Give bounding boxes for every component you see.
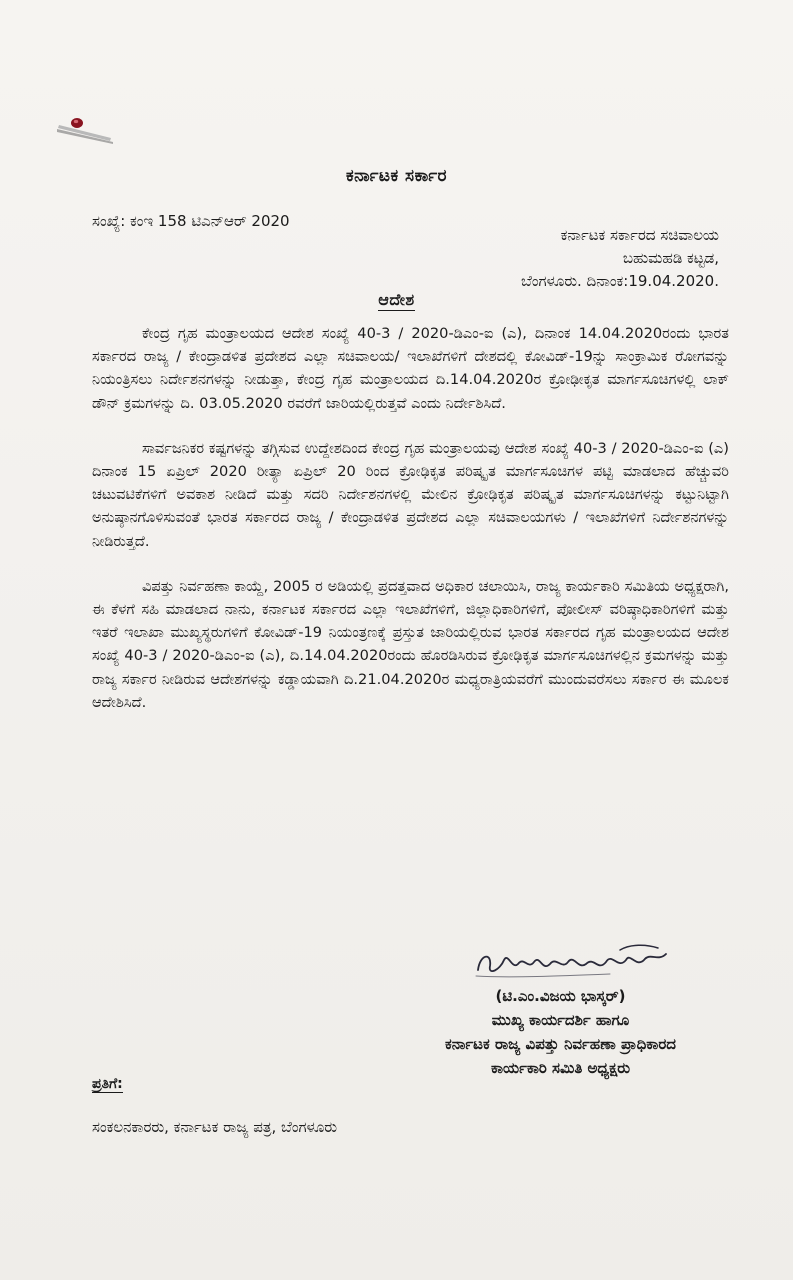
copy-recipient: ಸಂಕಲನಕಾರರು, ಕರ್ನಾಟಕ ರಾಜ್ಯ ಪತ್ರ, ಬೆಂಗಳೂರು — [92, 1118, 338, 1136]
paragraph-2: ಸಾರ್ವಜನಿಕರ ಕಷ್ಟಗಳನ್ನು ತಗ್ಗಿಸುವ ಉದ್ದೇಶದಿಂದ ಕೇಂದ್ರ ಗೃಹ ಮಂತ್ರಾಲಯವು ಆದೇಶ ಸಂಖ್ಯೆ 40-3 / 2020-ಡಿಎಂ-ಐ (ಎ) ದಿನಾಂಕ 15 ಏಪ್ರಿಲ್ 2020 ರೀತ್ಯಾ ಏಪ್ರಿಲ್ 20 ರಿಂದ ಕ್ರೋಢಿಕೃತ ಪರಿಷ್ಕೃತ ಮಾರ್ಗಸೂಚಿಗಳ ಪಟ್ಟಿ ಮಾಡಲಾದ ಹೆಚ್ಚುವರಿ ಚಟುವಟಿಕೆಗಳಿಗೆ ಅವಕಾಶ ನೀಡಿದೆ ಮತ್ತು ಸದರಿ ನಿರ್ದೇಶನಗಳಲ್ಲಿ ಮೇಲಿನ ಕ್ರೋಢಿಕೃತ ಪರಿಷ್ಕೃತ ಮಾರ್ಗಸೂಚಿಗಳನ್ನು ಕಟ್ಟುನಿಟ್ಟಾಗಿ ಅನುಷ್ಠಾನಗೊಳಿಸುವಂತೆ ಭಾರತ ಸರ್ಕಾರದ ರಾಜ್ಯ / ಕೇಂದ್ರಾಡಳಿತ ಪ್ರದೇಶದ ಎಲ್ಲಾ ಸಚಿವಾಲಯಗಳು / ಇಲಾಖೆಗಳಿಗೆ ನಿರ್ದೇಶನಗಳನ್ನು ನೀಡಿರುತ್ತದೆ. — [92, 439, 729, 550]
paragraph-1: ಕೇಂದ್ರ ಗೃಹ ಮಂತ್ರಾಲಯದ ಆದೇಶ ಸಂಖ್ಯೆ 40-3 / 2020-ಡಿಎಂ-ಐ (ಎ), ದಿನಾಂಕ 14.04.2020ರಂದು ಭಾರತ ಸರ್ಕಾರದ ರಾಜ್ಯ / ಕೇಂದ್ರಾಡಳಿತ ಪ್ರದೇಶದ ಎಲ್ಲಾ ಸಚಿವಾಲಯ/ ಇಲಾಖೆಗಳಿಗೆ ದೇಶದಲ್ಲಿ ಕೋವಿಡ್-19ನ್ನು ಸಾಂಕ್ರಾಮಿಕ ರೋಗವನ್ನು ನಿಯಂತ್ರಿಸಲು ನಿರ್ದೇಶನಗಳನ್ನು ನೀಡುತ್ತಾ, ಕೇಂದ್ರ ಗೃಹ ಮಂತ್ರಾಲಯದ ದಿ.14.04.2020ರ ಕ್ರೋಢೀಕೃತ ಮಾರ್ಗಸೂಚಿಗಳಲ್ಲಿ ಲಾಕ್ ಡೌನ್ ಕ್ರಮಗಳನ್ನು ದಿ. 03.05.2020 ರವರೆಗೆ ಜಾರಿಯಲ್ಲಿರುತ್ತವೆ ಎಂದು ನಿರ್ದೇಶಿಸಿದೆ. — [92, 325, 729, 412]
order-title-text: ಆದೇಶ — [378, 290, 415, 309]
address-line: ಬಹುಮಹಡಿ ಕಟ್ಟಡ, — [622, 249, 719, 267]
government-title: ಕರ್ನಾಟಕ ಸರ್ಕಾರ — [345, 166, 448, 186]
address-date-line: ಬೆಂಗಳೂರು. ದಿನಾಂಕ:19.04.2020. — [521, 272, 719, 290]
handwritten-signature — [470, 940, 680, 984]
reference-number: ಸಂಖ್ಯೆ: ಕಂಇ 158 ಟಿಎನ್ಆರ್ 2020 — [92, 212, 290, 230]
signatory-designation: ಮುಖ್ಯ ಕಾರ್ಯದರ್ಶಿ ಹಾಗೂ — [491, 1011, 630, 1029]
signatory-designation: ಕಾರ್ಯಕಾರಿ ಸಮಿತಿ ಅಧ್ಯಕ್ಷರು — [490, 1059, 631, 1077]
paragraph-3: ವಿಪತ್ತು ನಿರ್ವಹಣಾ ಕಾಯ್ದೆ, 2005 ರ ಅಡಿಯಲ್ಲಿ ಪ್ರದತ್ತವಾದ ಅಧಿಕಾರ ಚಲಾಯಿಸಿ, ರಾಜ್ಯ ಕಾರ್ಯಕಾರಿ ಸಮಿತಿಯ ಅಧ್ಯಕ್ಷರಾಗಿ, ಈ ಕೆಳಗೆ ಸಹಿ ಮಾಡಲಾದ ನಾನು, ಕರ್ನಾಟಕ ಸರ್ಕಾರದ ಎಲ್ಲಾ ಇಲಾಖೆಗಳಿಗೆ, ಜಿಲ್ಲಾಧಿಕಾರಿಗಳಿಗೆ, ಪೋಲೀಸ್ ವರಿಷ್ಠಾಧಿಕಾರಿಗಳಿಗೆ ಮತ್ತು ಇತರೆ ಇಲಾಖಾ ಮುಖ್ಯಸ್ಥರುಗಳಿಗೆ ಕೋವಿಡ್-19 ನಿಯಂತ್ರಣಕ್ಕೆ ಪ್ರಸ್ತುತ ಜಾರಿಯಲ್ಲಿರುವ ಭಾರತ ಸರ್ಕಾರದ ಗೃಹ ಮಂತ್ರಾಲಯದ ಆದೇಶ ಸಂಖ್ಯೆ 40-3 / 2020-ಡಿಎಂ-ಐ (ಎ), ದಿ.14.04.2020ರಂದು ಹೊರಡಿಸಿರುವ ಕ್ರೋಢಿಕೃತ ಮಾರ್ಗಸೂಚಿಗಳಲ್ಲಿನ ಕ್ರಮಗಳನ್ನು ಮತ್ತು ರಾಜ್ಯ ಸರ್ಕಾರ ನೀಡಿರುವ ಆದೇಶಗಳನ್ನು ಕಡ್ಡಾಯವಾಗಿ ದಿ.21.04.2020ರ ಮಧ್ಯರಾತ್ರಿಯವರೆಗೆ ಮುಂದುವರೆಸಲು ಸರ್ಕಾರ ಈ ಮೂಲಕ ಆದೇಶಿಸಿದೆ. — [92, 577, 729, 711]
signatory-designation: ಕರ್ನಾಟಕ ರಾಜ್ಯ ವಿಪತ್ತು ನಿರ್ವಹಣಾ ಪ್ರಾಧಿಕಾರದ — [445, 1035, 676, 1053]
copy-to-label: ಪ್ರತಿಗೆ: — [92, 1076, 123, 1092]
pushpin-icon — [55, 115, 115, 145]
signatory-name: (ಟಿ.ಎಂ.ವಿಜಯ ಭಾಸ್ಕರ್) — [495, 987, 626, 1005]
address-line: ಕರ್ನಾಟಕ ಸರ್ಕಾರದ ಸಚಿವಾಲಯ — [560, 226, 719, 244]
address-block — [419, 224, 719, 293]
signature-block — [388, 984, 733, 1080]
order-title — [0, 290, 793, 310]
order-body — [92, 322, 729, 736]
